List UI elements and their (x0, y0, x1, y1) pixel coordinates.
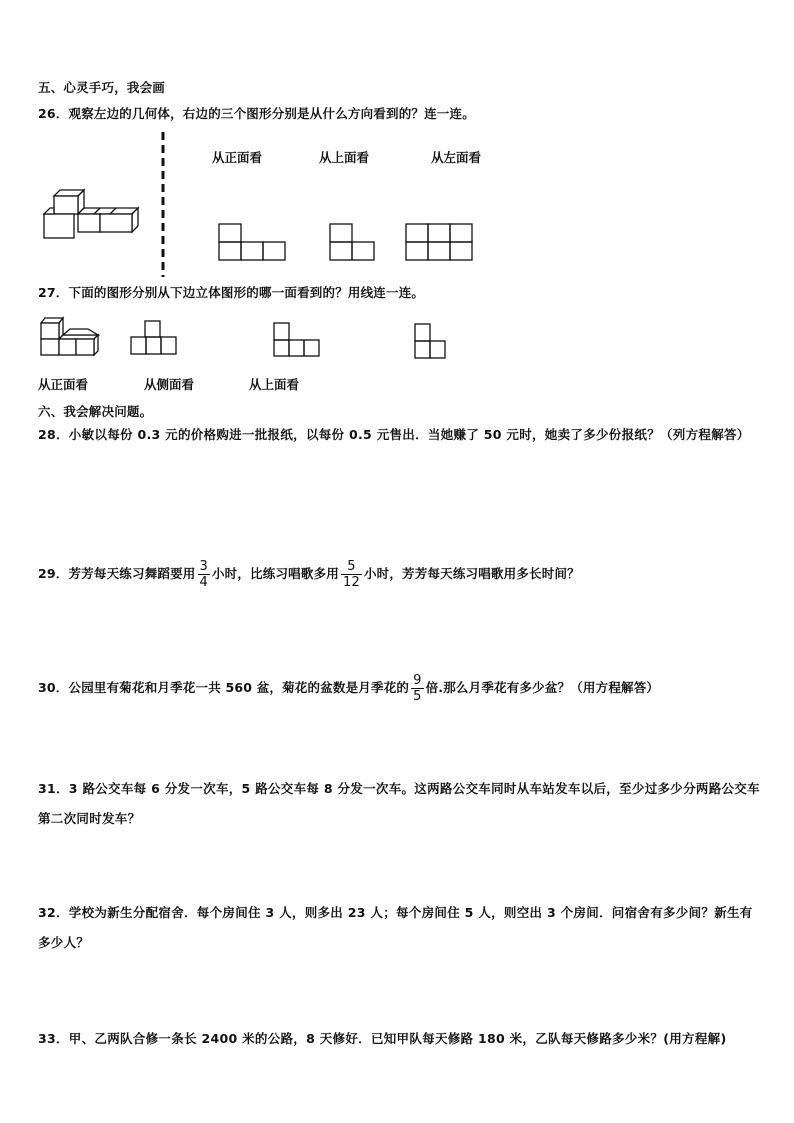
q29-part-3: 小时，芳芳每天练习唱歌用多长时间？ (363, 566, 580, 581)
question-33-text: 33．甲、乙两队合修一条长 2400 米的公路，8 天修好．已知甲队每天修路 180 米，乙队每天修路多少米？(用方程解) (38, 1031, 727, 1046)
question-32-text: 32．学校为新生分配宿舍．每个房间住 3 人，则多出 23 人；每个房间住 5 人，则空出 3 个房间．问宿舍有多少间？新生有多少人？ (38, 905, 753, 950)
q26-view-shape-1 (218, 223, 288, 263)
q27-view-label-front: 从正面看 (38, 377, 89, 392)
q26-view-label-front: 从正面看 (212, 150, 263, 165)
question-29 (38, 556, 580, 592)
divider-dashed-line (161, 132, 165, 277)
q27-view-shape-1 (130, 320, 180, 360)
q29-part-2: 小时，比练习唱歌多用 (211, 566, 339, 581)
q30-part-1: 30．公园里有菊花和月季花一共 560 盆，菊花的盆数是月季花的 (38, 680, 410, 695)
q27-view-label-side: 从侧面看 (144, 377, 195, 392)
q30-fraction (411, 673, 423, 704)
q27-view-shape-2 (273, 322, 323, 360)
q30-fraction-numerator: 9 (413, 673, 422, 688)
question-27-text: 27．下面的图形分别从下边立体图形的哪一面看到的？用线连一连。 (38, 285, 425, 300)
q29-fraction-2-numerator: 5 (341, 559, 362, 575)
q29-fraction-2-denominator: 12 (343, 575, 360, 590)
q29-fraction-2 (341, 559, 362, 590)
q26-view-shape-3 (405, 223, 475, 263)
section-5-title: 五、心灵手巧，我会画 (38, 80, 166, 95)
q26-view-shape-2 (329, 223, 379, 263)
question-28-text: 28．小敏以每份 0.3 元的价格购进一批报纸，以每份 0.5 元售出．当她赚了 50 元时，她卖了多少份报纸？（列方程解答） (38, 427, 750, 442)
question-30 (38, 670, 659, 706)
q30-fraction-denominator: 5 (413, 689, 422, 704)
question-26-text: 26．观察左边的几何体，右边的三个图形分别是从什么方向看到的？连一连。 (38, 106, 475, 121)
question-31-text: 31．3 路公交车每 6 分发一次车，5 路公交车每 8 分发一次车。这两路公交车同时从车站发车以后，至少过多少分两路公交车第二次同时发车？ (38, 781, 760, 826)
section-6-title: 六、我会解决问题。 (38, 404, 153, 419)
q29-fraction-1 (198, 559, 210, 590)
q27-solid-figure (40, 317, 102, 359)
q30-part-2: 倍.那么月季花有多少盆？（用方程解答） (425, 680, 660, 695)
q26-view-label-left: 从左面看 (431, 150, 482, 165)
q26-view-label-top: 从上面看 (319, 150, 370, 165)
q27-view-shape-3 (414, 323, 450, 363)
q29-fraction-1-denominator: 4 (199, 575, 208, 590)
q26-solid-figure (38, 188, 148, 250)
q27-view-label-top: 从上面看 (249, 377, 300, 392)
q29-part-1: 29．芳芳每天练习舞蹈要用 (38, 566, 196, 581)
q29-fraction-1-numerator: 3 (199, 559, 208, 574)
